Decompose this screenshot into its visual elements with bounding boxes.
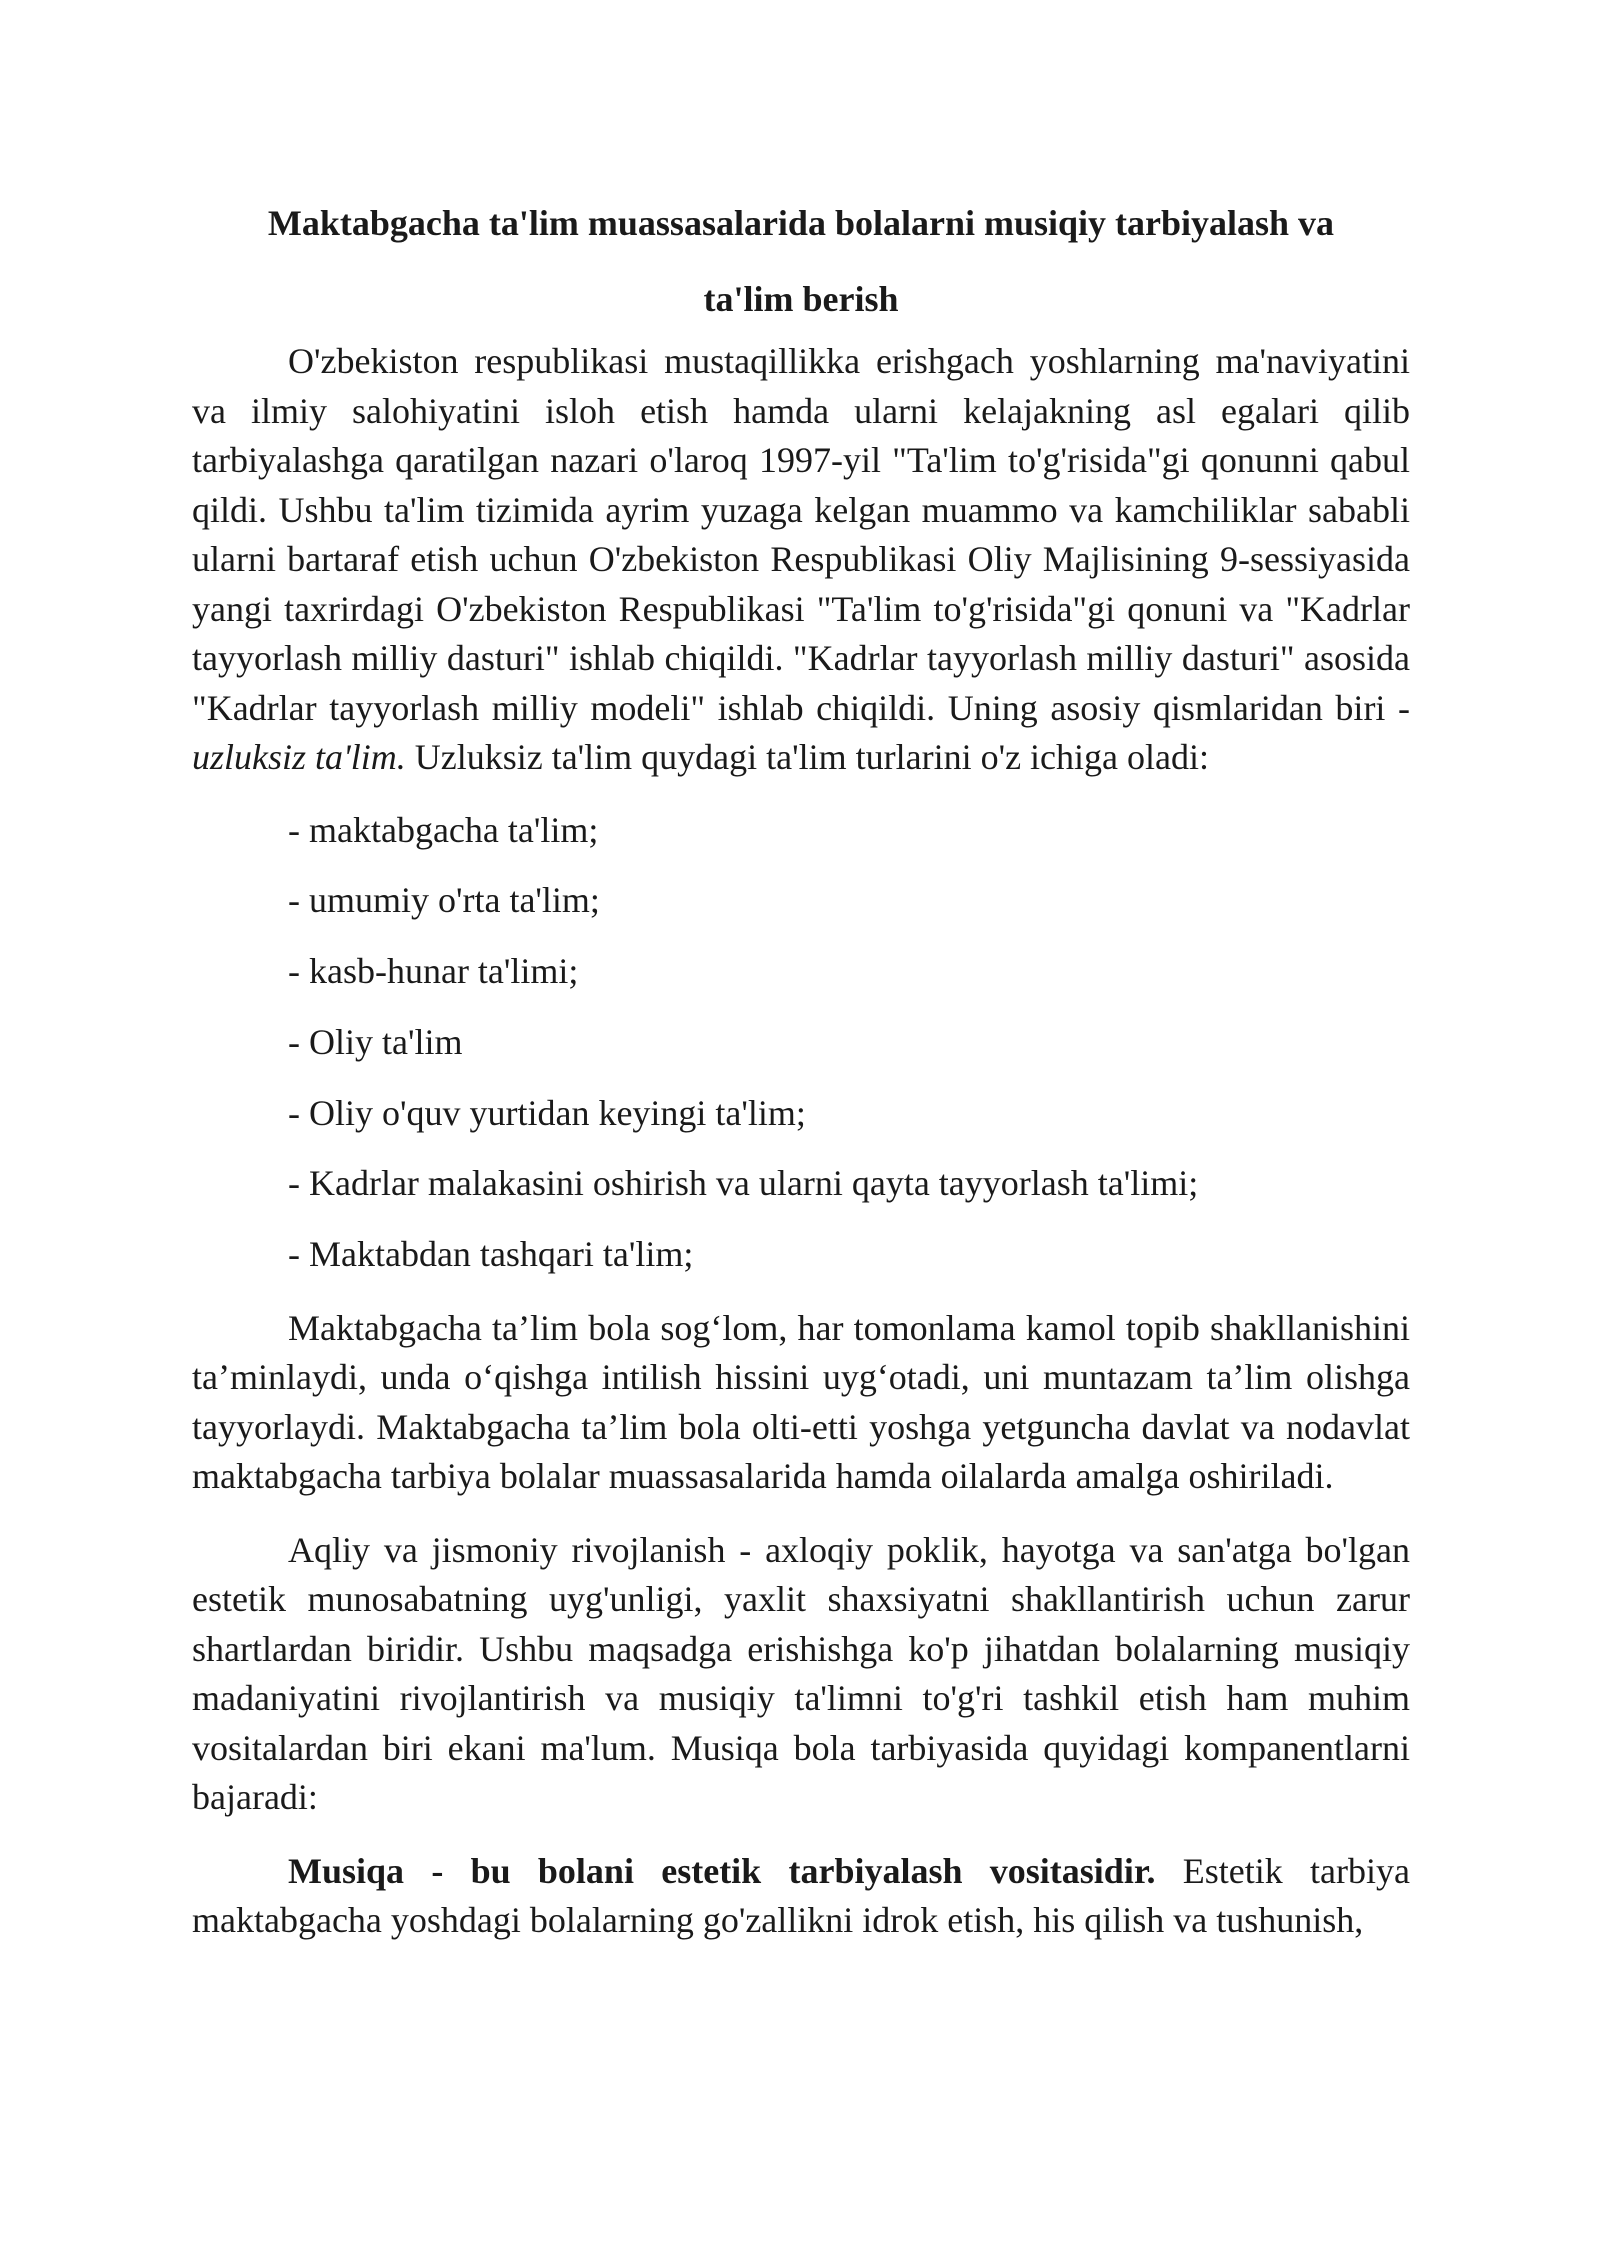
title-line-2: ta'lim berish	[703, 279, 899, 319]
paragraph-1-text-b: Uzluksiz ta'lim quydagi ta'lim turlarini o'z ichiga oladi:	[405, 737, 1209, 777]
list-item: - maktabgacha ta'lim;	[288, 809, 599, 850]
education-types-list	[192, 806, 1410, 1280]
document-body	[192, 185, 1410, 1946]
list-item: - Maktabdan tashqari ta'lim;	[288, 1234, 694, 1275]
paragraph-4-text: Estetik tarbiya maktabgacha yoshdagi bolalarning go'zallikni idrok etish, his qilish va tushunish,	[192, 1850, 1410, 1941]
paragraph-4-bold: Musiqa - bu bolani estetik tarbiyalash vositasidir.	[288, 1850, 1156, 1891]
list-item: - Oliy o'quv yurtidan keyingi ta'lim;	[288, 1092, 806, 1133]
paragraph-music-aesthetic	[192, 1847, 1410, 1946]
paragraph-education-law	[192, 337, 1410, 783]
list-item: - umumiy o'rta ta'lim;	[288, 880, 600, 921]
paragraph-preschool-education: Maktabgacha ta’lim bola sog‘lom, har tomonlama kamol topib shakllanishini ta’minlaydi, unda o‘qishga intilish hissini uyg‘otadi, uni muntazam ta’lim olishga tayyorlaydi. Maktabgacha ta’lim bola olti-etti yoshga yetguncha davlat va nodavlat maktabgacha tarbiya bolalar muassasalarida hamda oilalarda amalga oshiriladi.	[192, 1307, 1410, 1497]
paragraph-development: Aqliy va jismoniy rivojlanish - axloqiy poklik, hayotga va san'atga bo'lgan estetik munosabatning uyg'unligi, yaxlit shaxsiyatni shakllantirish uchun zarur shartlardan biridir. Ushbu maqsadga erishishga ko'p jihatdan bolalarning musiqiy madaniyatini rivojlantirish va musiqiy ta'limni to'g'ri tashkil etish ham muhim vositalardan biri ekani ma'lum. Musiqa bola tarbiyasida quyidagi kompanentlarni bajaradi:	[192, 1529, 1410, 1818]
list-item: - Oliy ta'lim	[288, 1021, 463, 1062]
paragraph-1-italic: uzluksiz ta'lim.	[192, 737, 406, 777]
list-item: - Kadrlar malakasini oshirish va ularni qayta tayyorlash ta'limi;	[288, 1163, 1199, 1204]
document-title	[192, 185, 1410, 337]
paragraph-1-text-a: O'zbekiston respublikasi mustaqillikka erishgach yoshlarning ma'naviyatini va ilmiy salohiyatini isloh etish hamda ularni kelajakning asl egalari qilib tarbiyalashga qaratilgan nazari o'laroq 1997-yil "Ta'lim to'g'risida"gi qonunni qabul qildi. Ushbu ta'lim tizimida ayrim yuzaga kelgan muammo va kamchiliklar sababli ularni bartaraf etish uchun O'zbekiston Respublikasi Oliy Majlisining 9-sessiyasida yangi taxrirdagi O'zbekiston Respublikasi "Ta'lim to'g'risida"gi qonuni va "Kadrlar tayyorlash milliy dasturi" ishlab chiqildi. "Kadrlar tayyorlash milliy dasturi" asosida "Kadrlar tayyorlash milliy modeli" ishlab chiqildi. Uning asosiy qismlaridan biri -	[192, 341, 1410, 728]
title-line-1: Maktabgacha ta'lim muassasalarida bolalarni musiqiy tarbiyalash va	[267, 203, 1335, 243]
list-item: - kasb-hunar ta'limi;	[288, 951, 579, 992]
